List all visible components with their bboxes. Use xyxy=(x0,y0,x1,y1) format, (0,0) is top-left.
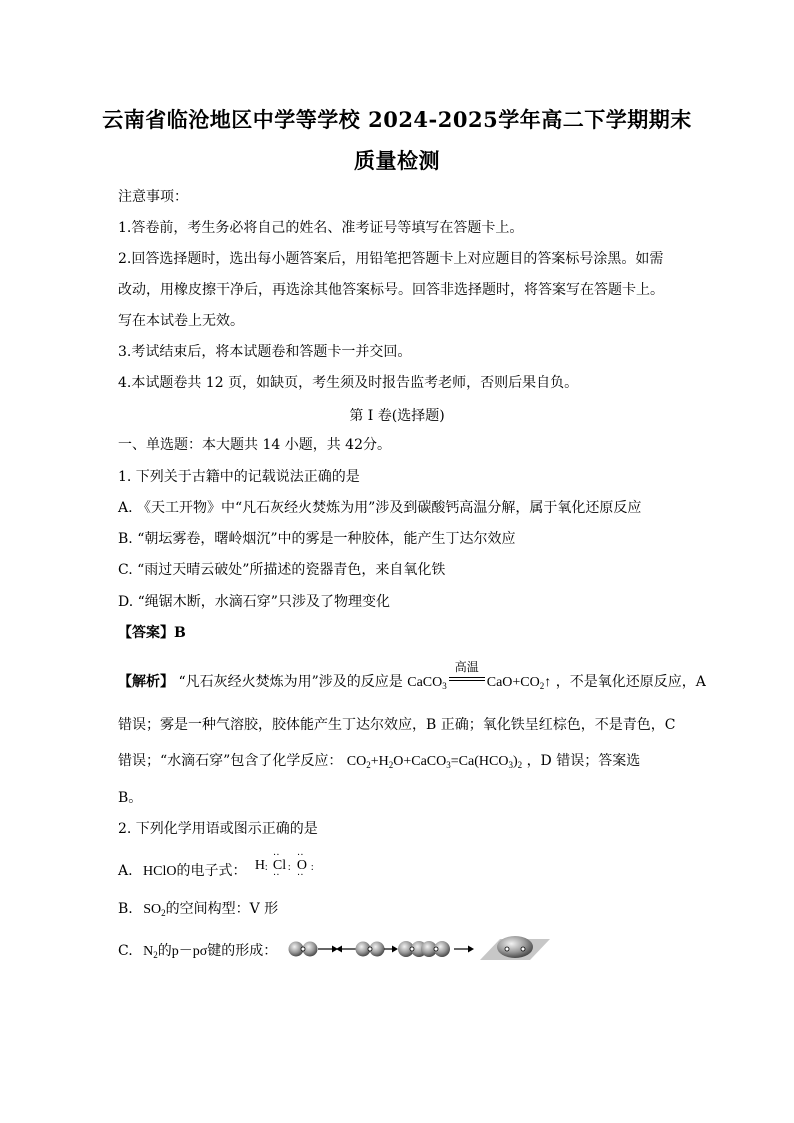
question-1-option-c: C. “雨过天晴云破处”所描述的瓷器青色，来自氧化铁 xyxy=(118,562,446,578)
note-2-line-3: 写在本试卷上无效。 xyxy=(118,313,244,329)
part-title: 第 I 卷(选择题) xyxy=(349,408,445,424)
note-1: 1.答卷前，考生务必将自己的姓名、准考证号等填写在答题卡上。 xyxy=(118,220,524,236)
question-2-option-a xyxy=(118,850,331,881)
note-2-line-1: 2.回答选择题时，选出每小题答案后，用铅笔把答题卡上对应题目的答案标号涂黑。如需 xyxy=(118,251,664,267)
option-label: A. xyxy=(118,863,133,879)
high-temp-condition xyxy=(447,660,487,688)
question-1-analysis-line-3 xyxy=(118,752,640,771)
p-orbital-2 xyxy=(356,942,385,957)
overlapping-orbitals xyxy=(398,941,450,957)
n2-formula: $N_2$ xyxy=(143,944,158,960)
option-label: C. xyxy=(118,943,133,959)
note-4: 4.本试题卷共 12 页，如缺页，考生须及时报告监考老师，否则后果自负。 xyxy=(118,375,579,391)
question-1-analysis-line-1 xyxy=(118,660,706,692)
question-2-option-b xyxy=(118,900,278,919)
page-title: 云南省临沧地区中学等学校 2024-2025学年高二下学期期末 xyxy=(102,107,692,132)
question-1-answer: 【答案】B xyxy=(118,625,186,641)
condition-label: 高温 xyxy=(454,660,479,674)
arrow-right-icon xyxy=(454,946,474,953)
hclo-formula: HClO xyxy=(143,864,177,879)
dissolution-equation: $CO_2+H_2O+CaCO_3=Ca(HCO_3)_2$ xyxy=(346,754,523,770)
notes-heading: 注意事项： xyxy=(118,189,188,205)
question-1-option-d: D. “绳锯木断，水滴石穿”只涉及了物理变化 xyxy=(118,594,390,610)
question-1-analysis-line-2: 错误；雾是一种气溶胶，胶体能产生丁达尔效应，B 正确；氧化铁呈红棕色，不是青色，C xyxy=(118,717,676,733)
note-2-line-2: 改动，用橡皮擦干净后，再选涂其他答案标号。回答非选择题时，将答案写在答题卡上。 xyxy=(118,282,664,298)
arrow-right-icon xyxy=(384,946,398,953)
decomposition-equation: CaCO$_3$ 高温 $CaO+CO_2↑$ xyxy=(407,660,552,691)
arrow-right-icon xyxy=(318,946,338,953)
question-1-option-b: B. “朝坛雾卷，曙岭烟沉”中的雾是一种胶体，能产生丁达尔效应 xyxy=(118,531,516,547)
question-2-option-c xyxy=(118,942,277,961)
question-2-stem: 2. 下列化学用语或图示正确的是 xyxy=(118,821,318,837)
option-text: 的电子式： xyxy=(176,863,247,879)
sigma-bond-label: p－pσ xyxy=(171,944,208,959)
option-text: 的 xyxy=(157,943,172,959)
question-1-option-a: A. 《天工开物》中“凡石灰经火焚炼为用”涉及到碳酸钙高温分解，属于氧化还原反应 xyxy=(118,500,642,516)
option-label: B. xyxy=(118,901,133,917)
note-3: 3.考试结束后，将本试题卷和答题卡一并交回。 xyxy=(118,344,412,360)
question-1-stem: 1. 下列关于古籍中的记载说法正确的是 xyxy=(118,469,360,485)
orbital-overlap-diagram xyxy=(288,930,554,968)
question-1-analysis-line-4: B。 xyxy=(118,790,143,806)
analysis-text: ，D 错误；答案选 xyxy=(526,753,641,769)
analysis-text: ，不是氧化还原反应，A xyxy=(555,674,706,690)
analysis-text: 错误；“水滴石穿”包含了化学反应： xyxy=(118,753,343,769)
analysis-text: “凡石灰经火焚炼为用”涉及的反应是 xyxy=(178,674,403,690)
so2-formula: $SO_2$ xyxy=(143,902,166,918)
p-orbital-1 xyxy=(289,942,318,957)
hclo-electron-dot-diagram: H : Cl ·· ·· : O ·· ·· : xyxy=(254,850,314,881)
analysis-label: 【解析】 xyxy=(118,674,174,690)
option-text: 的空间构型：V 形 xyxy=(165,901,279,917)
arrow-left-icon xyxy=(336,946,356,953)
option-text: 键的形成： xyxy=(207,943,278,959)
sigma-bond-orbital xyxy=(480,936,550,960)
section-heading: 一、单选题：本大题共 14 小题，共 42分。 xyxy=(118,437,391,453)
page-subtitle: 质量检测 xyxy=(354,148,440,173)
